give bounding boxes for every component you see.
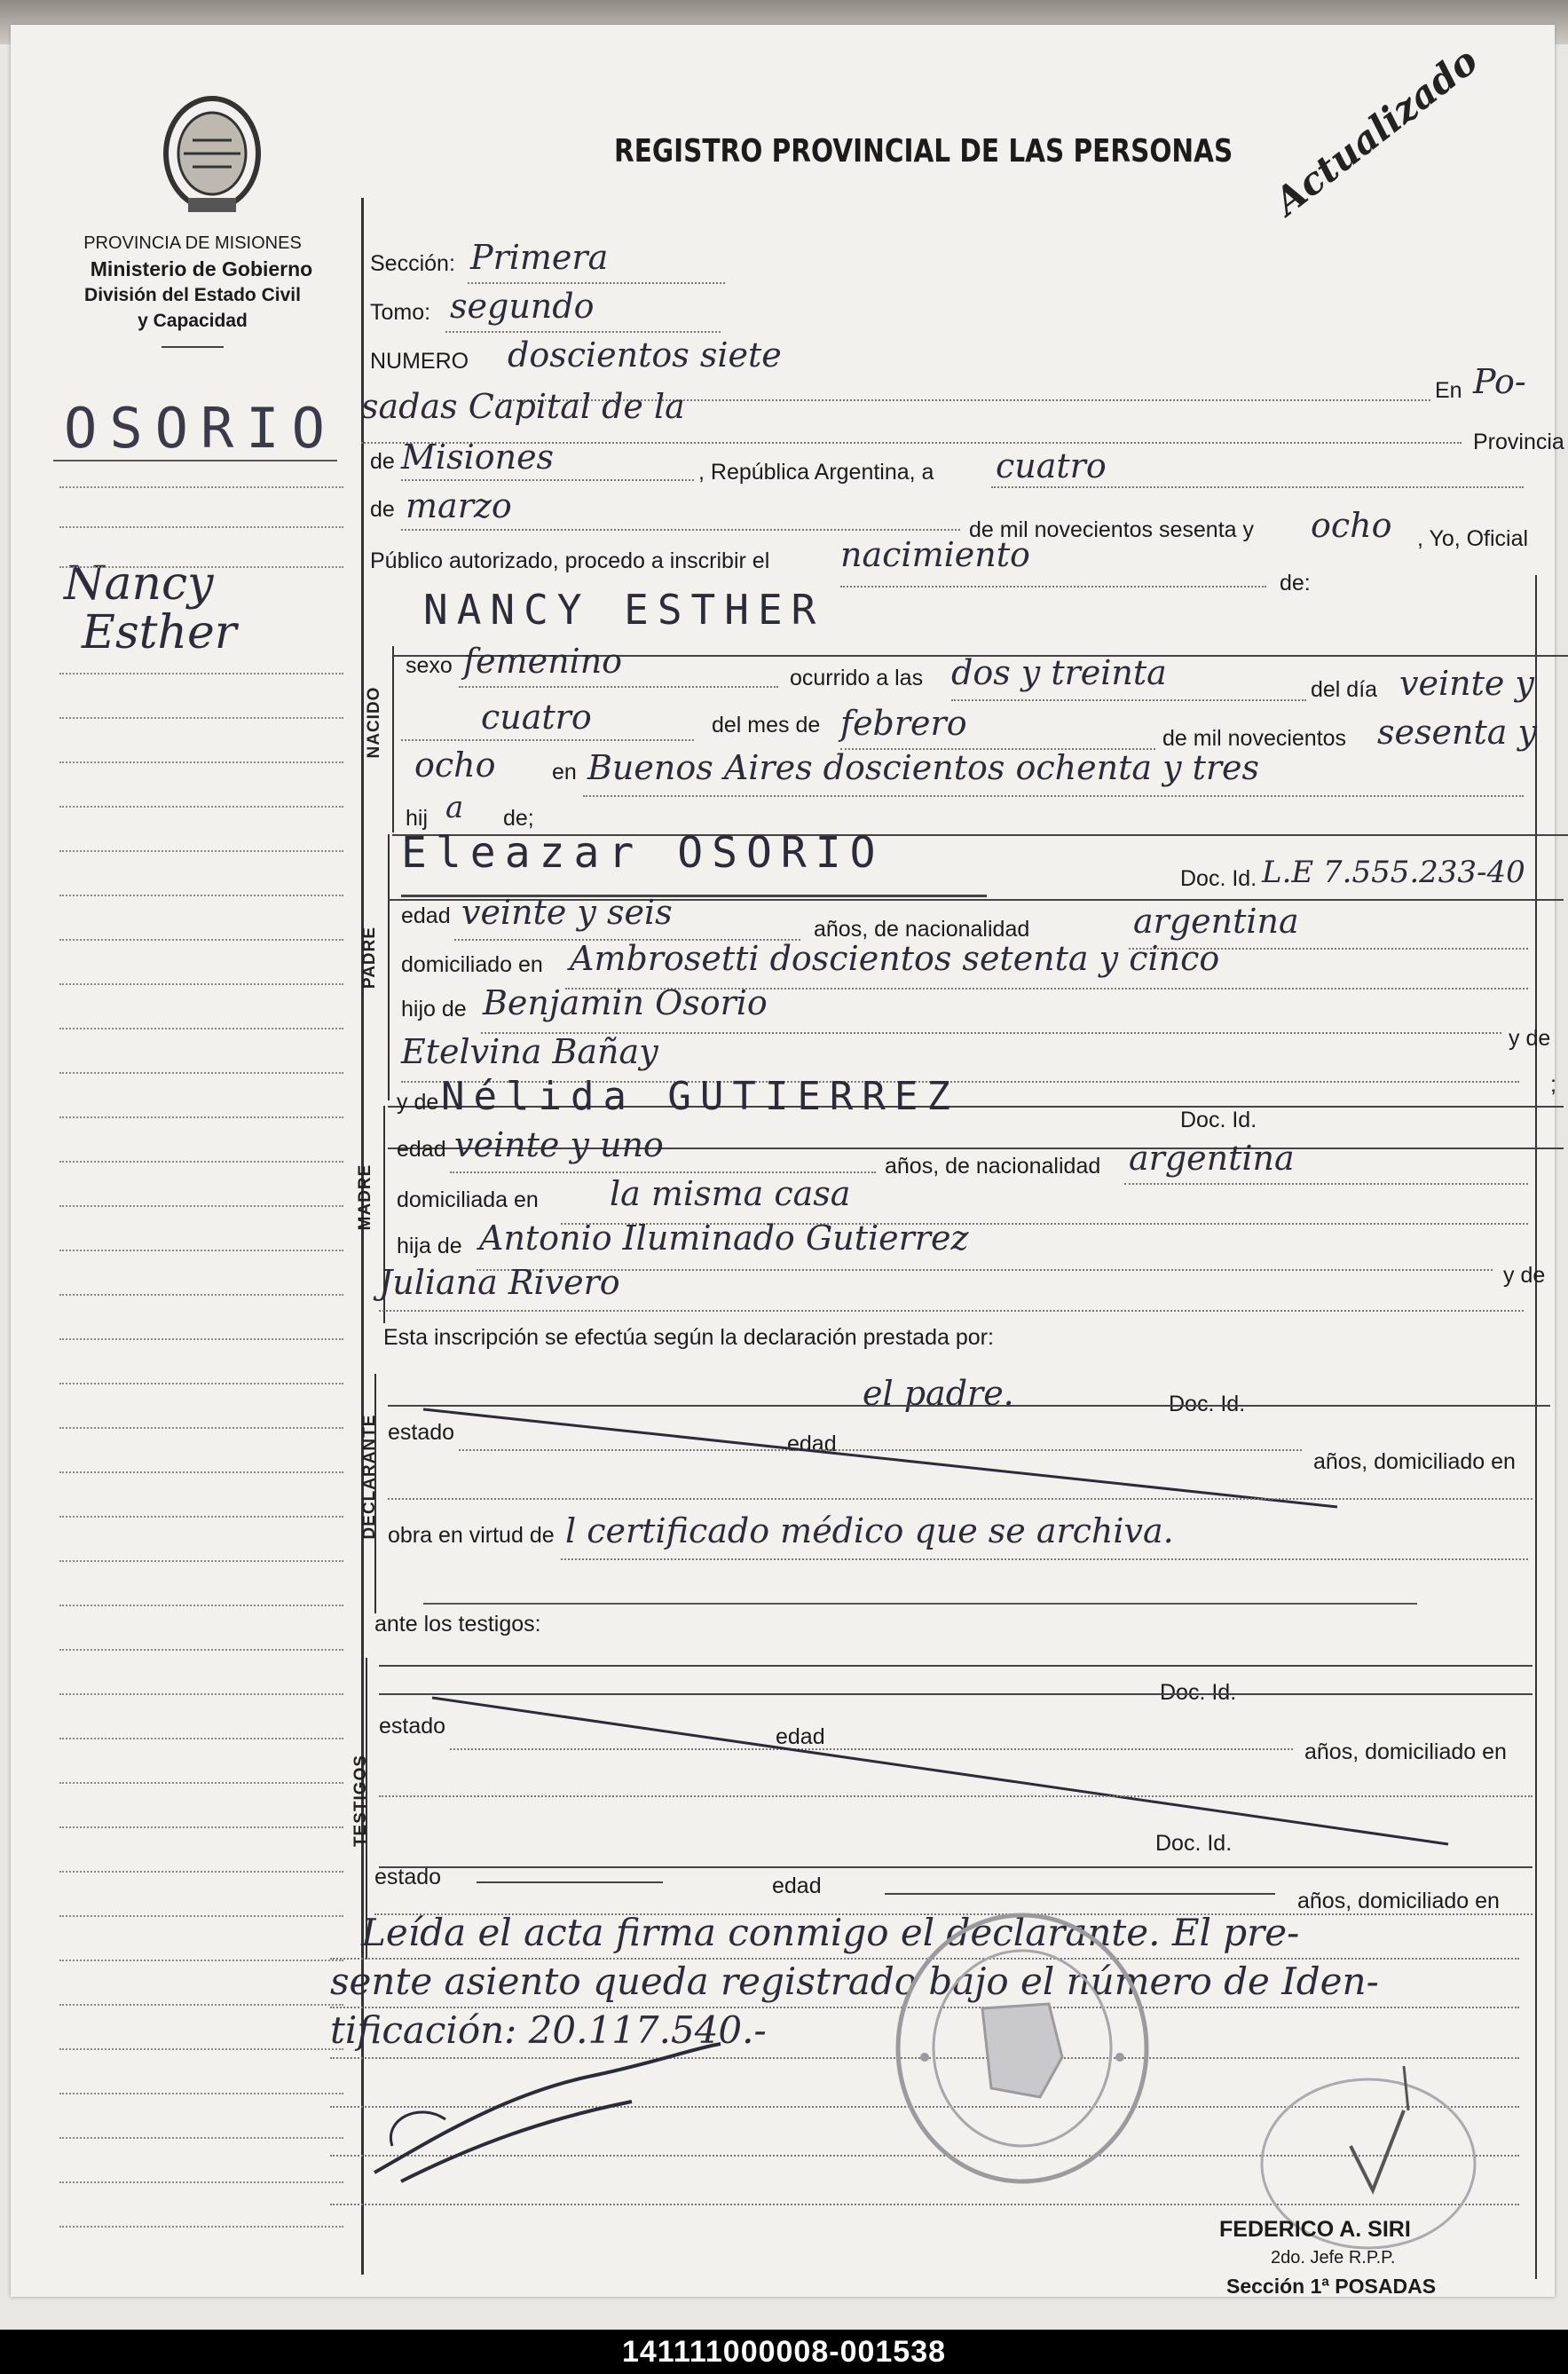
margin-line bbox=[59, 2226, 343, 2228]
office-ministry: Ministerio de Gobierno bbox=[90, 257, 313, 280]
office-underline bbox=[162, 346, 224, 348]
margin-line bbox=[59, 1649, 343, 1651]
official-stamp bbox=[889, 1906, 1155, 2190]
margin-line bbox=[59, 1826, 343, 1828]
margin-line bbox=[59, 1072, 343, 1074]
right-border bbox=[1535, 575, 1537, 2279]
mother-y-de-label: y de bbox=[397, 1090, 439, 1115]
dia-label: del día bbox=[1311, 677, 1378, 702]
hora-value: dos y treinta bbox=[951, 653, 1167, 692]
mes-value: febrero bbox=[840, 704, 967, 743]
mes-label: del mes de bbox=[712, 713, 821, 737]
testigo2-estado-label: estado bbox=[374, 1865, 442, 1889]
dia-value: veinte y bbox=[1399, 664, 1534, 703]
testigo2-doc-label: Doc. Id. bbox=[1155, 1831, 1233, 1856]
nacido-section-label: NACIDO bbox=[365, 686, 383, 759]
margin-line bbox=[59, 1915, 343, 1917]
mother-edad-line bbox=[450, 1171, 876, 1173]
father-name: Eleazar OSORIO bbox=[401, 828, 885, 878]
mother-domicilio-value: la misma casa bbox=[610, 1174, 851, 1213]
testigo2-domicilio-label: años, domiciliado en bbox=[1297, 1889, 1500, 1913]
margin-line bbox=[59, 1294, 343, 1296]
margin-line bbox=[59, 1960, 343, 1961]
declarante-edad-label: edad bbox=[787, 1431, 837, 1456]
margin-line bbox=[59, 939, 343, 941]
declarante-section-label: DECLARANTE bbox=[360, 1414, 379, 1540]
margin-line bbox=[59, 1338, 343, 1340]
obra-line bbox=[561, 1558, 1528, 1560]
tomo-value: segundo bbox=[450, 287, 595, 326]
mother-hija-label: hija de bbox=[397, 1234, 462, 1258]
place-value: sadas Capital de la bbox=[361, 387, 685, 426]
margin-line bbox=[59, 1605, 343, 1606]
margin-line bbox=[59, 486, 343, 488]
declarante-value: el padre. bbox=[863, 1374, 1014, 1413]
padre-section-label: PADRE bbox=[360, 926, 379, 990]
tomo-line bbox=[445, 331, 721, 333]
margin-given-name-1: Nancy bbox=[64, 557, 214, 611]
father-nacionalidad-value: argentina bbox=[1133, 902, 1299, 941]
act-line bbox=[840, 586, 1266, 588]
day-value: cuatro bbox=[996, 446, 1107, 485]
tomo-label: Tomo: bbox=[370, 300, 431, 325]
testigo1-cancel-stroke bbox=[428, 1693, 1457, 1853]
margin-line bbox=[59, 1427, 343, 1429]
margin-line bbox=[59, 1516, 343, 1518]
margin-surname-underline bbox=[53, 460, 337, 461]
office-province: PROVINCIA DE MISIONES bbox=[83, 233, 302, 253]
sexo-label: sexo bbox=[406, 653, 453, 678]
padre-border bbox=[388, 834, 390, 1100]
office-capacity: y Capacidad bbox=[138, 311, 248, 331]
margin-line bbox=[59, 1205, 343, 1207]
margin-line bbox=[59, 1471, 343, 1473]
mother-nacionalidad-value: argentina bbox=[1129, 1139, 1295, 1178]
official-office: Sección 1ª POSADAS bbox=[1226, 2275, 1437, 2298]
madre-section-label: MADRE bbox=[356, 1163, 374, 1231]
closing-line-3: tificación: 20.117.540.- bbox=[330, 2008, 767, 2052]
anio-label: de mil novecientos bbox=[1162, 726, 1347, 751]
margin-line bbox=[59, 1116, 343, 1118]
de-label: de bbox=[370, 449, 395, 474]
margin-line bbox=[59, 2181, 343, 2183]
margin-surname: OSORIO bbox=[64, 396, 337, 461]
child-name: NANCY ESTHER bbox=[423, 586, 825, 634]
father-edad-value: veinte y seis bbox=[461, 893, 673, 932]
mother-y-de-label-2: y de bbox=[1503, 1263, 1546, 1288]
year-value: ocho bbox=[1311, 506, 1392, 545]
father-edad-label: edad bbox=[401, 903, 451, 928]
margin-line bbox=[59, 1738, 343, 1739]
margin-line bbox=[59, 2048, 343, 2050]
mother-hija-value: Antonio Iluminado Gutierrez bbox=[479, 1219, 969, 1258]
page-title: REGISTRO PROVINCIAL DE LAS PERSONAS bbox=[614, 133, 1233, 170]
en-label: En bbox=[1435, 378, 1462, 403]
testigo1-edad-label: edad bbox=[776, 1724, 825, 1749]
father-hijo-value: Benjamin Osorio bbox=[483, 983, 768, 1022]
margin-line bbox=[59, 1782, 343, 1784]
yo-oficial-label: , Yo, Oficial bbox=[1417, 526, 1529, 551]
mother-edad-value: veinte y uno bbox=[454, 1125, 664, 1164]
margin-line bbox=[59, 566, 343, 568]
margin-line bbox=[59, 2004, 343, 2006]
margin-line bbox=[59, 761, 343, 763]
en-label-nacido: en bbox=[552, 760, 577, 785]
father-nacionalidad-label: años, de nacionalidad bbox=[814, 917, 1030, 942]
sexo-line bbox=[459, 686, 778, 688]
mother-name: Nélida GUTIERREZ bbox=[441, 1074, 959, 1119]
testigo2-estado-stroke bbox=[477, 1881, 663, 1883]
testigo2-edad-stroke bbox=[885, 1893, 1275, 1895]
testigo1-domicilio-line bbox=[379, 1795, 1533, 1797]
testigo1-estado-label: estado bbox=[379, 1714, 446, 1739]
margin-line bbox=[59, 895, 343, 896]
closing-line-2: sente asiento queda registrado bajo el número de Iden- bbox=[330, 1960, 1379, 2003]
margin-line bbox=[59, 1161, 343, 1163]
seccion-label: Sección: bbox=[370, 251, 455, 276]
obra-cancel-line bbox=[423, 1603, 1417, 1605]
day-line bbox=[991, 486, 1524, 488]
margin-line bbox=[59, 1693, 343, 1695]
dia-line-2 bbox=[401, 739, 694, 741]
hija-value: a bbox=[445, 790, 464, 825]
birth-place-line bbox=[583, 795, 1524, 797]
anio-value: sesenta y bbox=[1377, 713, 1537, 752]
mother-hija-line bbox=[477, 1269, 1493, 1271]
en-value: Po- bbox=[1473, 362, 1526, 401]
anio-value-2: ocho bbox=[414, 745, 496, 785]
official-role: 2do. Jefe R.P.P. bbox=[1271, 2248, 1396, 2268]
declarante-intro: Esta inscripción se efectúa según la declaración prestada por: bbox=[383, 1325, 994, 1350]
testigo1-domicilio-label: años, domiciliado en bbox=[1304, 1739, 1507, 1764]
numero-label: NUMERO bbox=[370, 349, 469, 374]
publico-label: Público autorizado, procedo a inscribir el bbox=[370, 548, 770, 573]
closing-line-1: Leída el acta firma conmigo el declarante. El pre- bbox=[361, 1911, 1300, 1954]
mother-doc-label: Doc. Id. bbox=[1180, 1108, 1257, 1132]
month-line bbox=[401, 529, 960, 531]
margin-line bbox=[59, 2137, 343, 2139]
declarante-domicilio-label: años, domiciliado en bbox=[1313, 1449, 1516, 1474]
hija-de-label: de; bbox=[503, 806, 534, 831]
office-division: División del Estado Civil bbox=[84, 285, 301, 305]
birth-place-value: Buenos Aires doscientos ochenta y tres bbox=[587, 748, 1260, 787]
declarante-cancel-stroke bbox=[419, 1405, 1351, 1520]
nacido-border bbox=[392, 646, 394, 832]
father-doc-label: Doc. Id. bbox=[1180, 866, 1257, 891]
sexo-value: femenino bbox=[463, 642, 623, 681]
father-hijo-label: hijo de bbox=[401, 997, 467, 1021]
testigo1-doc-label: Doc. Id. bbox=[1160, 1680, 1237, 1705]
obra-label: obra en virtud de bbox=[388, 1523, 555, 1548]
official-name: FEDERICO A. SIRI bbox=[1219, 2217, 1411, 2242]
declarante-doc-label: Doc. Id. bbox=[1169, 1392, 1246, 1416]
father-domicilio-value: Ambrosetti doscientos setenta y cinco bbox=[570, 939, 1220, 978]
testigo2-edad-label: edad bbox=[772, 1873, 822, 1898]
father-mother-name: Etelvina Bañay bbox=[401, 1032, 658, 1071]
margin-line bbox=[59, 806, 343, 808]
republica-label: , República Argentina, a bbox=[698, 460, 934, 485]
birth-record-sheet bbox=[11, 25, 1564, 2298]
margin-line bbox=[59, 850, 343, 852]
obra-value: l certificado médico que se archiva. bbox=[565, 1511, 1174, 1550]
declarante-estado-label: estado bbox=[388, 1420, 455, 1445]
margin-line bbox=[59, 1250, 343, 1251]
margin-line bbox=[59, 1560, 343, 1562]
testigos-section-label: TESTIGOS bbox=[351, 1754, 370, 1848]
testigo1-top-rule bbox=[379, 1665, 1533, 1667]
margin-given-name-2: Esther bbox=[82, 606, 237, 659]
provincia-label: Provincia bbox=[1473, 430, 1564, 454]
mother-edad-label: edad bbox=[397, 1137, 446, 1162]
father-doc-value: L.E 7.555.233-40 bbox=[1262, 855, 1525, 890]
year-label: de mil novecientos sesenta y bbox=[969, 517, 1255, 542]
dia-value-2: cuatro bbox=[481, 698, 592, 737]
testigos-intro: ante los testigos: bbox=[374, 1612, 541, 1637]
mother-domicilio-label: domiciliada en bbox=[397, 1187, 539, 1212]
province-line bbox=[401, 479, 694, 481]
margin-line bbox=[59, 1028, 343, 1029]
mother-mother-name: Juliana Rivero bbox=[379, 1263, 620, 1302]
testigo2-name-rule bbox=[379, 1866, 1533, 1868]
mother-mother-line bbox=[379, 1310, 1524, 1312]
margin-line bbox=[59, 983, 343, 985]
month-value: marzo bbox=[406, 486, 512, 525]
declarante-domicilio-line bbox=[388, 1498, 1533, 1500]
mother-nacionalidad-label: años, de nacionalidad bbox=[885, 1154, 1101, 1179]
margin-line bbox=[59, 2093, 343, 2094]
actualizado-mark: Actualizado bbox=[1265, 38, 1486, 224]
margin-line bbox=[59, 1871, 343, 1873]
de-colon-label: de: bbox=[1280, 571, 1311, 595]
document-id-footer: 141111000008-001538 bbox=[0, 2330, 1568, 2374]
numero-value: doscientos siete bbox=[508, 335, 782, 375]
mother-nacionalidad-line bbox=[1124, 1183, 1528, 1185]
seccion-value: Primera bbox=[470, 238, 609, 277]
de-label-2: de bbox=[370, 497, 395, 522]
seccion-line bbox=[468, 282, 725, 284]
declarant-signature bbox=[366, 2039, 738, 2190]
margin-line bbox=[59, 526, 343, 528]
father-y-de-label: y de bbox=[1509, 1026, 1551, 1051]
ocurrido-label: ocurrido a las bbox=[790, 666, 924, 690]
hora-line bbox=[951, 699, 1306, 701]
hija-label: hij bbox=[406, 806, 429, 831]
margin-line bbox=[59, 717, 343, 719]
father-domicilio-label: domiciliado en bbox=[401, 952, 543, 977]
margin-line bbox=[59, 1383, 343, 1384]
act-value: nacimiento bbox=[840, 535, 1030, 574]
province-value: Misiones bbox=[401, 438, 555, 477]
margin-line bbox=[59, 673, 343, 674]
father-semicolon: ; bbox=[1550, 1072, 1556, 1097]
provincial-seal-icon bbox=[157, 91, 268, 225]
